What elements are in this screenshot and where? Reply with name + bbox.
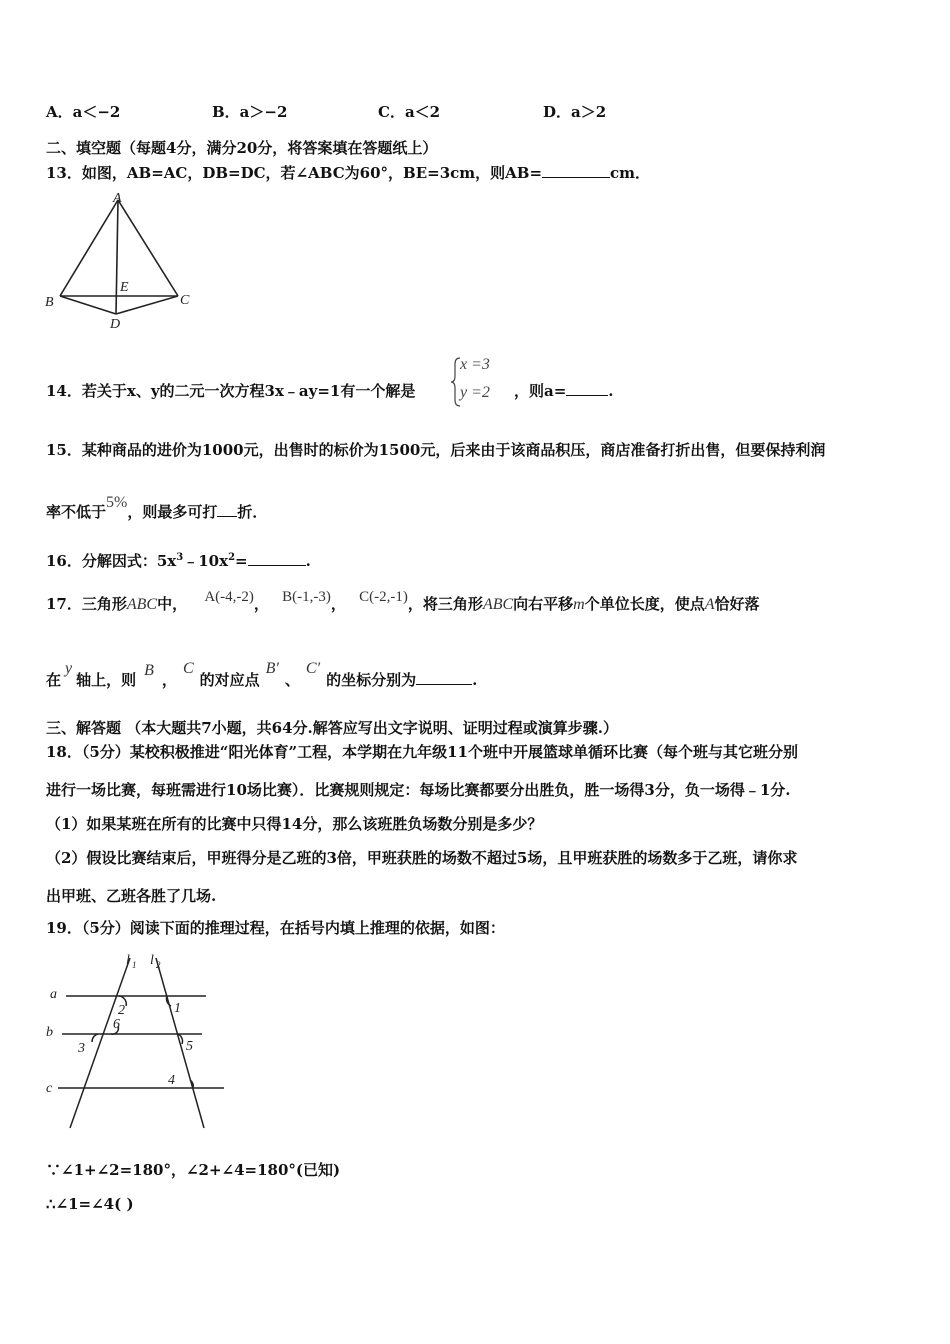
line-ab [60,200,118,296]
q19-reason2: ∴∠1=∠4( ) [46,1195,134,1213]
svg-text:1: 1 [132,960,137,970]
sys-line-1: x =3 [460,356,490,373]
label-a: A [113,191,122,206]
label-c: C [180,293,190,308]
point-c: C(-2,-1) [359,589,408,605]
label-b: b [46,1025,53,1040]
angle-1: 1 [174,1001,181,1016]
point-b: B(-1,-3) [282,589,331,605]
label-l1: l [126,953,130,968]
section3-heading: 三、解答题 （本大题共7小题，共64分.解答应写出文字说明、证明过程或演算步骤.） [46,719,618,737]
q13-answer-blank[interactable] [542,163,610,178]
q13-text: 13．如图，AB=AC，DB=DC，若∠ABC为60°，BE=3cm，则AB= cm． [46,164,651,182]
q14-equation-system [450,356,510,408]
q18-line3: （1）如果某班在所有的比赛中只得14分，那么该班胜负场数分别是多少？ [46,815,543,833]
label-d: D [110,317,121,332]
q13-figure [40,190,210,340]
arc-3 [92,1034,98,1042]
q14-text-after: ，则a= . [514,382,614,400]
option-a: A．a＜−2 [46,103,121,121]
option-d: D．a＞2 [543,103,607,121]
label-l2: l [150,953,154,968]
angle-3: 3 [78,1041,85,1056]
point-a: A(-4,-2) [204,589,254,605]
percent-value: 5% [106,494,128,511]
line-l2 [156,958,204,1128]
angle-6: 6 [113,1017,120,1032]
q18-line1: 18．（5分）某校积极推进“阳光体育”工程，本学期在九年级11个班中开展篮球单循环比赛（每个班与其它班分别 [46,743,798,761]
q18-line2: 进行一场比赛，每班需进行10场比赛）．比赛规则规定：每场比赛都要分出胜负，胜一场得3分，负一场得﹣1分. [46,781,791,799]
q15-line1: 15．某种商品的进价为1000元，出售时的标价为1500元，后来由于该商品积压，商店准备打折出售，但要保持利润 [46,441,826,459]
line-bd [60,296,116,314]
label-b: B [45,295,54,310]
label-e: E [120,280,129,295]
q14-text: 14．若关于x、y的二元一次方程3x﹣ay=1有一个解是 [46,382,416,400]
q17-answer-blank[interactable] [416,670,472,685]
sys-line-2: y =2 [460,384,490,401]
q19-reason1: ∵∠1+∠2=180°，∠2+∠4=180°(已知) [46,1161,341,1179]
angle-5: 5 [186,1039,193,1054]
q18-line5: 出甲班、乙班各胜了几场. [46,887,217,905]
svg-text:2: 2 [156,960,161,970]
line-cd [116,296,178,314]
q14-answer-blank[interactable] [566,381,608,396]
q15-line2: 率不低于5%，则最多可打 折． [46,494,268,521]
line-ad [116,200,118,314]
q17-line2: 在y轴上，则B，C的对应点B′、C′的坐标分别为 . [46,660,478,689]
label-c: c [46,1081,53,1096]
q19-figure [40,946,240,1136]
q19-text: 19．（5分）阅读下面的推理过程，在括号内填上推理的依据，如图： [46,919,505,937]
q18-line4: （2）假设比赛结束后，甲班得分是乙班的3倍，甲班获胜的场数不超过5场，且甲班获胜的场数多于乙班，请你求 [46,849,798,867]
option-c: C．a＜2 [378,103,441,121]
option-b: B．a＞−2 [212,103,288,121]
q15-answer-blank[interactable] [217,502,237,517]
q16-text: 16．分解因式：$5x^3﹣10x^2=$ . [46,552,311,570]
section2-heading: 二、填空题（每题4分，满分20分，将答案填在答题纸上） [46,139,438,157]
angle-4: 4 [168,1073,175,1088]
q17-line1: 17．三角形ABC中， A(-4,-2)， B(-1,-3)， C(-2,-1)，将三角形ABC向右平移m个单位长度，使点A恰好落 [46,589,760,613]
q16-answer-blank[interactable] [248,551,306,566]
angle-2: 2 [118,1003,125,1018]
label-a: a [50,987,57,1002]
